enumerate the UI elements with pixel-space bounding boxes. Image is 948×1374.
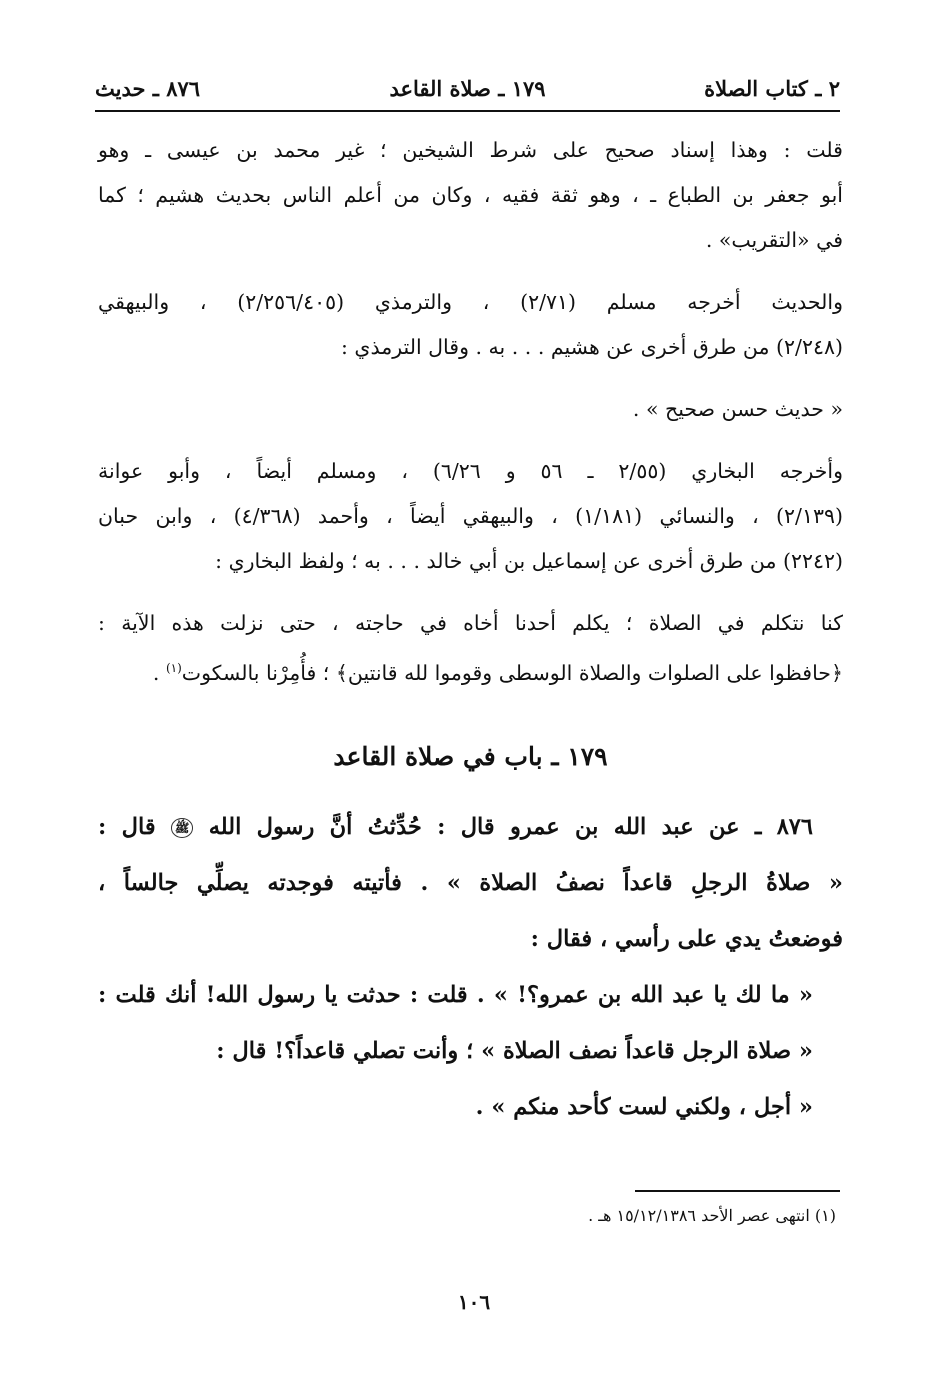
- paragraph-isnad-comment: [98, 128, 843, 263]
- text-line: كنا نتكلم في الصلاة ؛ يكلم أحدنا أخاه في حاجته ، حتى نزلت هذه الآية :: [98, 611, 843, 635]
- footnote-marker[interactable]: (١): [165, 661, 182, 675]
- text-line: قلت : وهذا إسناد صحيح على شرط الشيخين ؛ غير محمد بن عيسى ـ وهو: [98, 138, 843, 162]
- section-title: ١٧٩ ـ باب في صلاة القاعد: [333, 741, 608, 771]
- paragraph-takhrij-2: [98, 449, 843, 584]
- page-body: [98, 128, 843, 1135]
- text-line: وأخرجه البخاري (٢/٥٥ ـ ٥٦ و ٦/٢٦) ، ومسلم أيضاً ، وأبو عوانة: [98, 459, 843, 483]
- text-line: في «التقريب» .: [705, 228, 843, 252]
- text-line: أبو جعفر بن الطباع ـ ، وهو ثقة فقيه ، وكان من أعلم الناس بحديث هشيم ؛ كما: [98, 183, 843, 207]
- paragraph-tirmidhi-grading: [98, 387, 843, 432]
- hadith-line: فوضعتُ يدي على رأسي ، فقال :: [530, 925, 843, 952]
- salla-allah-icon: ﷺ: [171, 818, 194, 838]
- page-number: ١٠٦: [457, 1290, 491, 1314]
- text-line: « حديث حسن صحيح » .: [632, 397, 843, 421]
- hadith-line-part: قال :: [98, 813, 156, 840]
- quran-verse-line: ﴿حافظوا على الصلوات والصلاة الوسطى وقوموا لله قانتين﴾ ؛ فأُمِرْنا بالسكوت: [181, 660, 843, 685]
- header-section: ١٧٩ ـ صلاة القاعد: [389, 76, 546, 101]
- paragraph-bukhari-wording: [98, 601, 843, 696]
- footnote-separator: [635, 1190, 840, 1192]
- hadith-line: « صلاةُ الرجلِ قاعداً نصفُ الصلاة » . فأتيته فوجدته يصلِّي جالساً ،: [98, 869, 843, 896]
- footnote-text: (١) انتهى عصر الأحد ١٥/١٢/١٣٨٦ هـ .: [588, 1206, 836, 1225]
- hadith-line: [98, 799, 843, 855]
- paragraph-takhrij-1: [98, 280, 843, 370]
- header-hadith-number: ٨٧٦ ـ حديث: [95, 76, 201, 101]
- hadith-line: « أجل ، ولكني لست كأحد منكم » .: [475, 1093, 813, 1120]
- hadith-line: « ما لك يا عبد الله بن عمرو؟! » . قلت : حدثت يا رسول الله! أنك قلت :: [98, 981, 813, 1008]
- text-line: (٢/٢٤٨) من طرق أخرى عن هشيم . . . به . وقال الترمذي :: [340, 335, 843, 359]
- text-line: (٢٢٤٢) من طرق أخرى عن إسماعيل بن أبي خالد . . . به ؛ ولفظ البخاري :: [215, 549, 843, 573]
- hadith-line-part: ٨٧٦ ـ عن عبد الله بن عمرو قال : حُدِّثتُ أنَّ رسول الله: [208, 813, 813, 840]
- header-chapter: ٢ ـ كتاب الصلاة: [704, 76, 840, 101]
- text-line: والحديث أخرجه مسلم (٢/٧١) ، والترمذي (٢/٢٥٦/٤٠٥) ، والبيهقي: [98, 290, 843, 314]
- hadith-line: « صلاة الرجل قاعداً نصف الصلاة » ؛ وأنت تصلي قاعداً؟! قال :: [216, 1037, 813, 1064]
- running-header: [95, 70, 840, 112]
- text-line: (٢/١٣٩) ، والنسائي (١/١٨١) ، والبيهقي أيضاً ، وأحمد (٤/٣٦٨) ، وابن حبان: [98, 504, 843, 528]
- hadith-text: [98, 799, 843, 1135]
- text-line: [98, 646, 843, 696]
- line-end: .: [152, 660, 166, 685]
